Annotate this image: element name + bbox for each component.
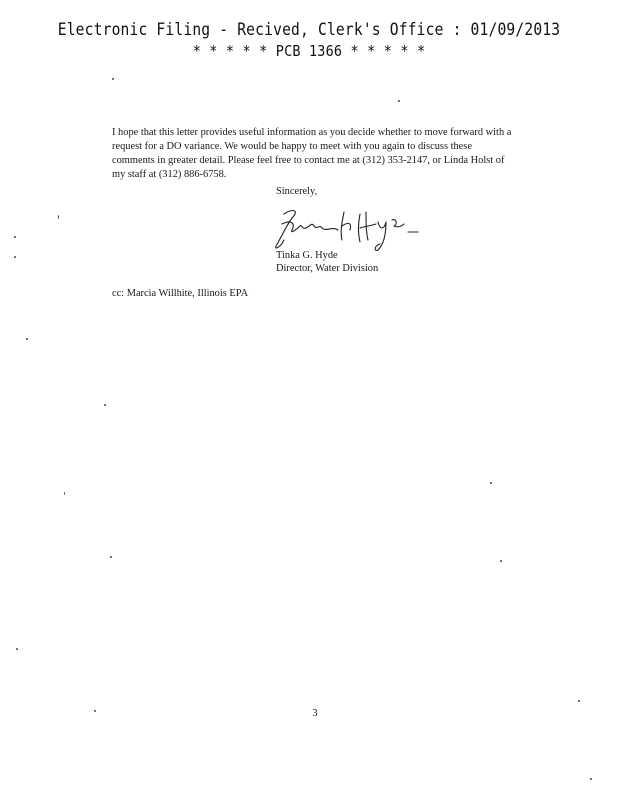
scan-speck	[64, 492, 65, 495]
scan-speck	[58, 215, 59, 219]
scan-speck	[14, 236, 16, 238]
signer-title: Director, Water Division	[276, 263, 379, 274]
letter-body-line: my staff at (312) 886-6758.	[112, 169, 227, 180]
scan-speck	[500, 560, 502, 562]
letter-body-line: request for a DO variance. We would be happy to meet with you again to discuss these	[112, 141, 472, 152]
carbon-copy-line: cc: Marcia Willhite, Illinois EPA	[112, 288, 249, 299]
scan-speck	[578, 700, 580, 702]
scan-speck	[490, 482, 492, 484]
scan-speck	[104, 404, 106, 406]
scan-speck	[14, 256, 16, 258]
letter-body-line: comments in greater detail. Please feel free to contact me at (312) 353-2147, or Linda Holst of	[112, 155, 505, 166]
letter-body-line: I hope that this letter provides useful information as you decide whether to move forward with a	[112, 127, 512, 138]
letter-body	[112, 126, 542, 182]
letter-closing: Sincerely,	[276, 186, 318, 197]
signer-name: Tinka G. Hyde	[276, 250, 338, 261]
page-number: 3	[312, 708, 318, 719]
scan-speck	[110, 556, 112, 558]
scan-speck	[112, 78, 114, 80]
scan-speck	[16, 648, 18, 650]
scan-speck	[398, 100, 400, 102]
filing-stamp-line2: * * * * * PCB 1366 * * * * *	[192, 42, 426, 60]
filing-stamp-line1: Electronic Filing - Recived, Clerk's Office : 01/09/2013	[57, 20, 561, 40]
scan-speck	[94, 710, 96, 712]
scan-speck	[590, 778, 592, 780]
scan-speck	[26, 338, 28, 340]
